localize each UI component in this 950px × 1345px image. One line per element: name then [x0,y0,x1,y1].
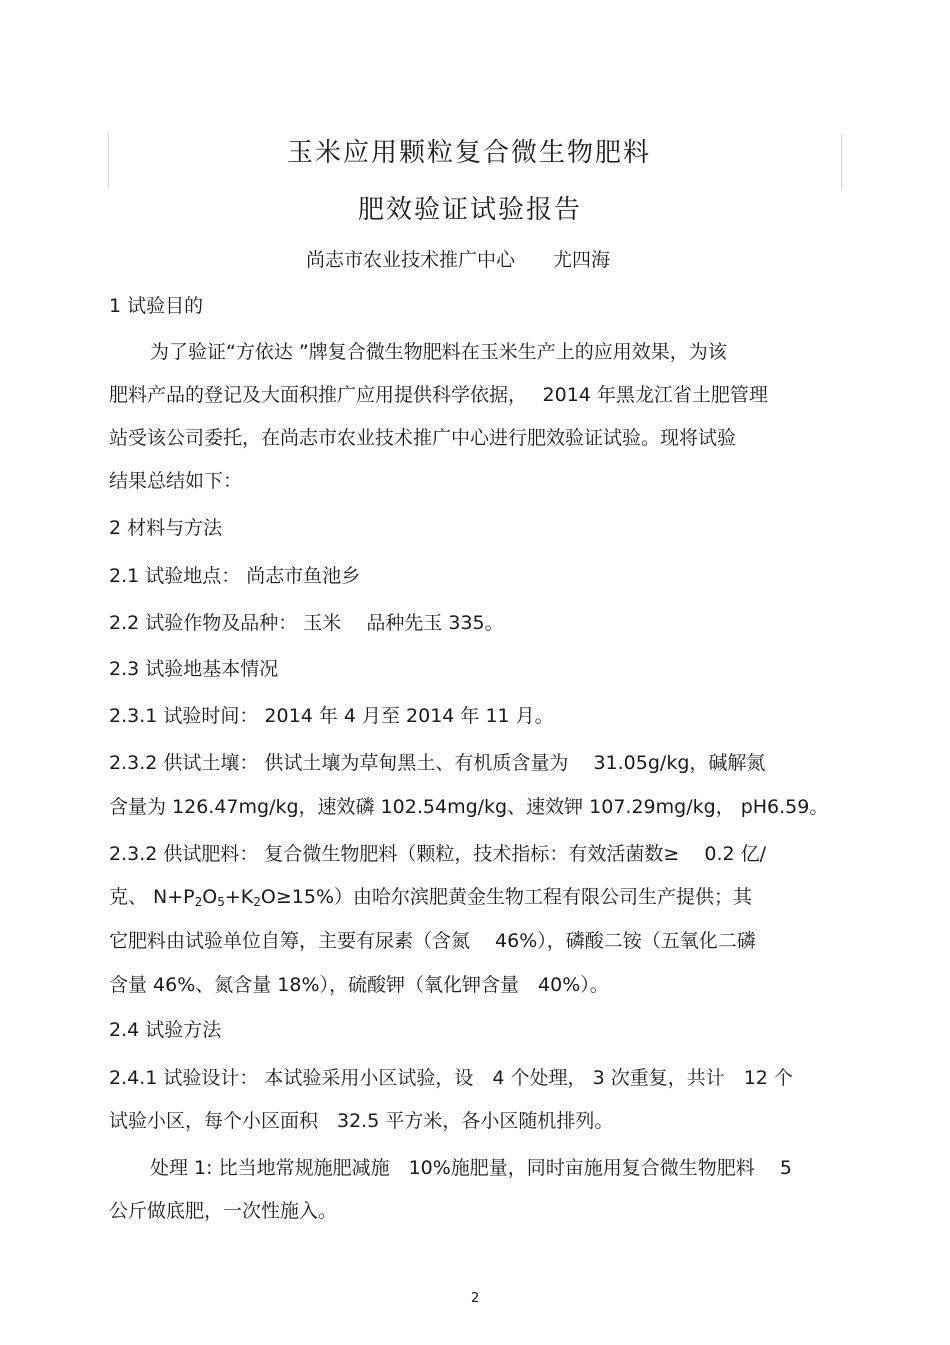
section-1-paragraph-line1: 为了验证“方依达 ”牌复合微生物肥料在玉米生产上的应用效果，为该 [150,341,727,363]
section-2-3-2-fert-line1: 2.3.2 供试肥料： 复合微生物肥料（颗粒，技术指标：有效活菌数≥ 0.2 亿/ [109,843,767,865]
section-1-paragraph-line2: 肥料产品的登记及大面积推广应用提供科学依据， 2014 年黑龙江省土肥管理 [109,384,768,406]
section-2-3-2-fert-line2 [109,885,752,909]
section-2-3-2-soil-line2: 含量为 126.47mg/kg，速效磷 102.54mg/kg、速效钾 107.29mg/kg， pH6.59。 [109,796,829,818]
section-2-2: 2.2 试验作物及品种： 玉米 品种先玉 335。 [109,612,504,634]
formula-subscript: 2 [194,895,203,909]
formula-part: O [202,886,218,908]
report-title-line2: 肥效验证试验报告 [358,195,583,225]
section-2-3: 2.3 试验地基本情况 [109,658,279,680]
section-2-3-2-fert-line4: 含量 46%、氮含量 18%），硫酸钾（氧化钾含量 40%）。 [109,974,609,996]
section-2-4: 2.4 试验方法 [109,1019,222,1041]
section-2-4-1-line1: 2.4.1 试验设计： 本试验采用小区试验，设 4 个处理， 3 次重复，共计 12 个 [109,1067,793,1089]
report-title-line1: 玉米应用颗粒复合微生物肥料 [287,138,652,168]
section-2-3-2-soil-line1: 2.3.2 供试土壤： 供试土壤为草甸黑土、有机质含量为 31.05g/kg，碱解氮 [109,752,766,774]
section-2-1: 2.1 试验地点： 尚志市鱼池乡 [109,565,361,587]
section-1-paragraph-line4: 结果总结如下： [109,470,243,492]
formula-subscript: 2 [253,895,261,909]
left-rule [108,133,109,189]
section-1-paragraph-line3: 站受该公司委托，在尚志市农业技术推广中心进行肥效验证试验。现将试验 [109,427,737,449]
section-2-4-1-line2: 试验小区，每个小区面积 32.5 平方米，各小区随机排列。 [109,1110,614,1132]
report-author: 尚志市农业技术推广中心 尤四海 [306,249,611,271]
treatment-1-line2: 公斤做底肥，一次性施入。 [109,1200,338,1222]
section-2-3-2-fert-line3: 它肥料由试验单位自筹，主要有尿素（含氮 46%），磷酸二铵（五氧化二磷 [109,930,756,952]
formula-part: O≥15%）由哈尔滨肥黄金生物工程有限公司生产提供；其 [260,886,753,908]
treatment-1-line1: 处理 1: 比当地常规施肥减施 10%施肥量，同时亩施用复合微生物肥料 5 [150,1157,792,1179]
page-number: 2 [471,1291,480,1306]
section-1-heading: 1 试验目的 [109,295,204,317]
formula-part: 克、 N+P [109,886,195,908]
formula-part: +K [224,886,254,908]
section-2-heading: 2 材料与方法 [109,517,223,539]
section-2-3-1: 2.3.1 试验时间： 2014 年 4 月至 2014 年 11 月。 [109,705,554,727]
formula-subscript: 5 [217,895,225,909]
right-rule [841,133,842,189]
